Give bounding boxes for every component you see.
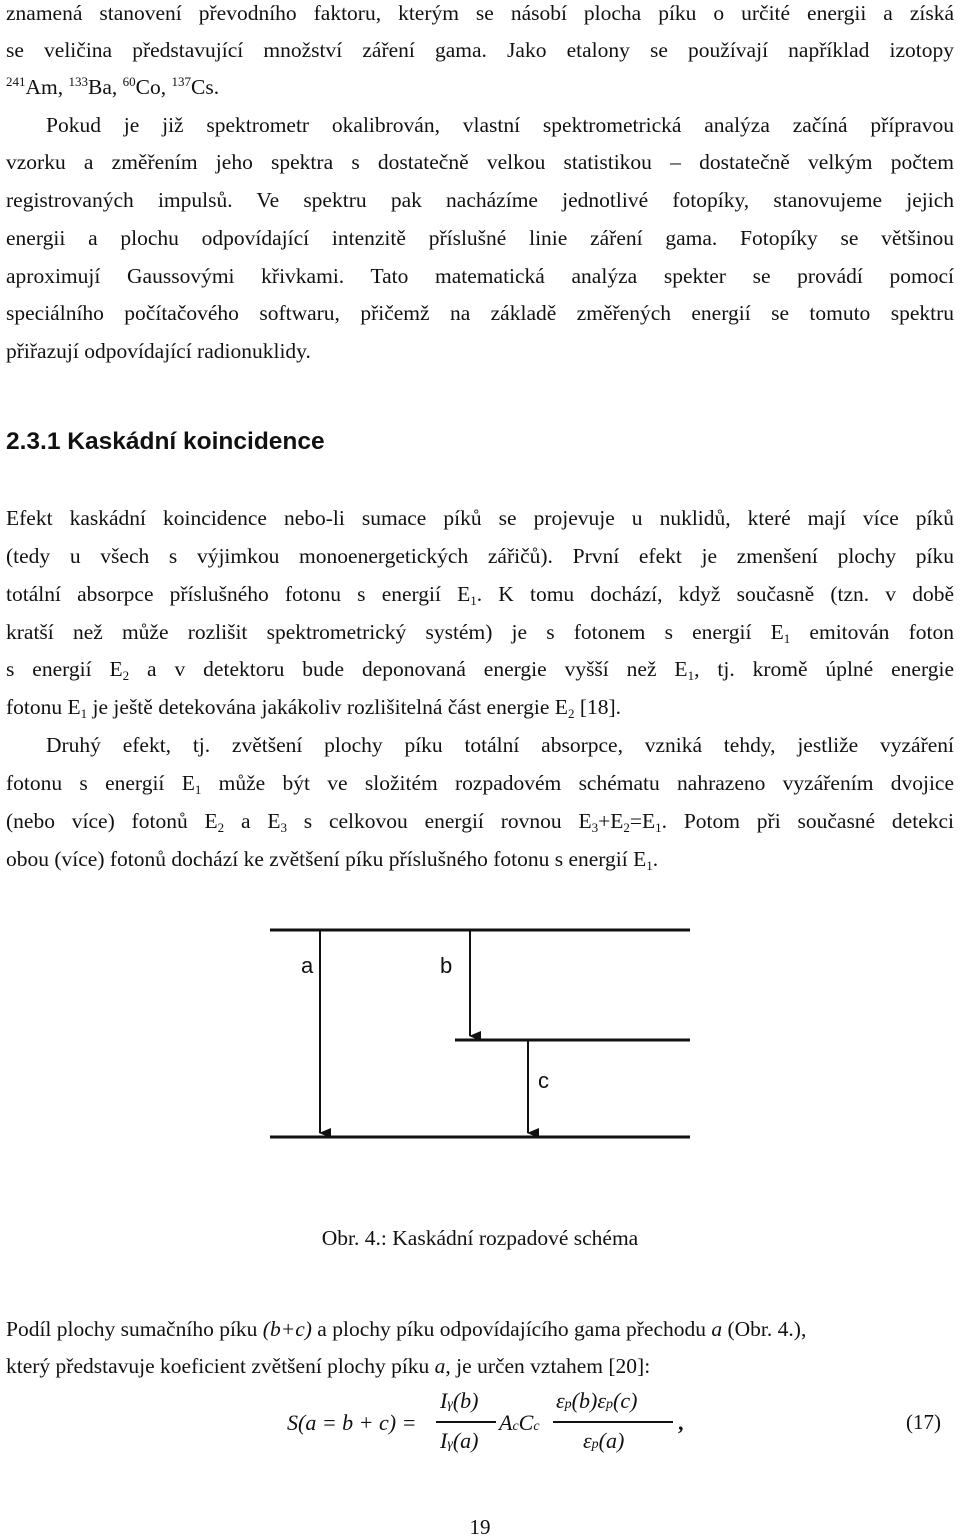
text-line: energii a plochu odpovídající intenzitě příslušné linie záření gama. Fotopíky se většinou xyxy=(6,226,954,250)
isotope-mass: 60 xyxy=(122,74,136,89)
decay-scheme-diagram xyxy=(265,925,695,1175)
text-line: vzorku a změřením jeho spektra s dostatečně velkou statistikou – dostatečně velkým počtem xyxy=(6,150,954,174)
equation-comma: , xyxy=(678,1410,684,1435)
text-line: obou (více) fotonů dochází ke zvětšení píku příslušného fotonu s energií $E_1$. xyxy=(6,847,659,873)
equation-lhs: S(a = b + c) = xyxy=(287,1410,417,1435)
isotope-mass: 241 xyxy=(6,74,26,89)
text-line: (nebo více) fotonů $E_2$ a $E_3$ s celkovou energií rovnou $E_3+E_2=E_1$. Potom při současné detekci xyxy=(6,809,954,835)
isotope-symbol: Ba, xyxy=(88,75,118,99)
isotope-mass: 137 xyxy=(171,74,191,89)
isotope-mass: 133 xyxy=(68,74,88,89)
text-line: fotonu s energií $E_1$ může být ve složitém rozpadovém schématu nahrazeno vyzářením dvojice xyxy=(6,771,954,797)
text-line: fotonu $E_1$ je ještě detekována jakákoliv rozlišitelná část energie $E_2$ [18]. xyxy=(6,695,622,721)
text-line: speciálního počítačového softwaru, přičemž na základě změřených energií se tomuto spektru xyxy=(6,301,954,325)
equation-coefficients: AcCc xyxy=(499,1410,540,1435)
text-line: Druhý efekt, tj. zvětšení plochy píku totální absorpce, vzniká tehdy, jestliže vyzáření xyxy=(46,733,954,757)
text-line: aproximují Gaussovými křivkami. Tato matematická analýza spekter se provádí pomocí xyxy=(6,264,954,288)
text-line: přiřazují odpovídající radionuklidy. xyxy=(6,339,311,363)
text-line: Podíl plochy sumačního píku (b+c) a plochy píku odpovídajícího gama přechodu a (Obr. 4.), xyxy=(6,1317,807,1341)
fraction2-denominator: εp(a) xyxy=(583,1428,625,1453)
page-number: 19 xyxy=(469,1515,491,1539)
text-line: který představuje koeficient zvětšení plochy píku a, je určen vztahem [20]: xyxy=(6,1354,651,1378)
isotope-symbol: Am, xyxy=(25,75,64,99)
fraction1-denominator: Iγ(a) xyxy=(440,1428,479,1453)
isotope-symbol: Cs. xyxy=(190,75,220,99)
figure-caption: Obr. 4.: Kaskádní rozpadové schéma xyxy=(321,1226,639,1250)
label-c: c xyxy=(538,1068,549,1093)
text-line: Efekt kaskádní koincidence nebo-li sumace píků se projevuje u nuklidů, které mají více píků xyxy=(6,506,954,530)
text-line: s energií $E_2$ a v detektoru bude deponovaná energie vyšší než $E_1$, tj. kromě úplné energie xyxy=(6,657,954,683)
equation-17 xyxy=(0,1388,960,1468)
text-line: Pokud je již spektrometr okalibrován, vlastní spektrometrická analýza začíná přípravou xyxy=(46,113,954,137)
fraction1-numerator: Iγ(b) xyxy=(440,1388,479,1413)
fraction2-numerator: εp(b)εp(c) xyxy=(556,1388,638,1413)
section-heading: 2.3.1 Kaskádní koincidence xyxy=(6,428,325,455)
text-line: totální absorpce příslušného fotonu s energií $E_1$. K tomu dochází, když současně (tzn. v době xyxy=(6,582,954,608)
text-line: kratší než může rozlišit spektrometrický systém) je s fotonem s energií $E_1$ emitován foton xyxy=(6,620,954,646)
text-line: registrovaných impulsů. Ve spektru pak nacházíme jednotlivé fotopíky, stanovujeme jejich xyxy=(6,188,954,212)
label-b: b xyxy=(440,953,453,978)
equation-number: (17) xyxy=(906,1410,941,1434)
isotope-line xyxy=(6,74,954,100)
text-line: znamená stanovení převodního faktoru, kterým se násobí plocha píku o určité energii a získá xyxy=(6,1,954,25)
text-line: (tedy u všech s výjimkou monoenergetických zářičů). První efekt je zmenšení plochy píku xyxy=(6,544,954,568)
isotope-symbol: Co, xyxy=(135,75,167,99)
label-a: a xyxy=(301,953,314,978)
text-line: se veličina představující množství záření gama. Jako etalony se používají například izotopy xyxy=(6,38,954,62)
